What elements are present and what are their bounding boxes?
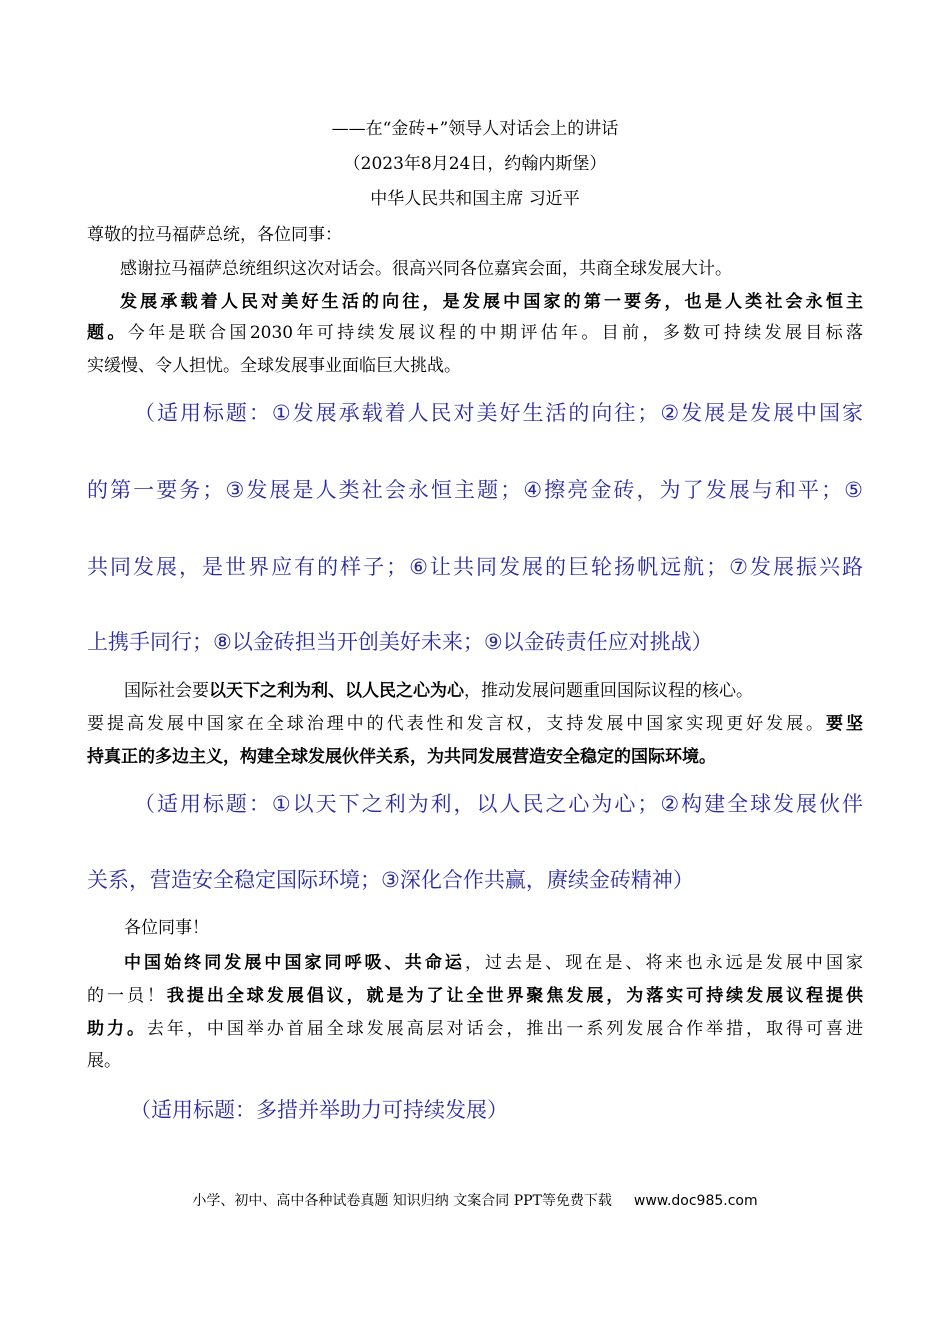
applicable-titles-3: （适用标题：多措并举助力可持续发展） (130, 1098, 508, 1122)
salutation: 尊敬的拉马福萨总统，各位同事： (87, 225, 342, 245)
paragraph-5-line-1 (124, 952, 863, 974)
paragraph-4: 各位同事！ (124, 918, 209, 938)
paragraph-2-line-2 (87, 322, 863, 344)
paragraph-5-bold-c: 助力。 (87, 1019, 147, 1039)
paragraph-3-bold-a: 以天下之利为利、以人民之心为心 (209, 681, 464, 701)
speech-subtitle: ——在“金砖+”领导人对话会上的讲话 (331, 119, 619, 139)
footer-text: 小学、初中、高中各种试卷真题 知识归纳 文案合同 PPT等免费下载 (192, 1193, 612, 1209)
applicable-titles-1-line-1: （适用标题：①发展承载着人民对美好生活的向往；②发展是发展中国家 (134, 401, 863, 425)
paragraph-3-bold-c: 持真正的多边主义，构建全球发展伙伴关系，为共同发展营造安全稳定的国际环境。 (87, 747, 716, 767)
paragraph-5-line-4: 展。 (87, 1051, 121, 1071)
applicable-titles-2-line-2: 关系，营造安全稳定国际环境；③深化合作共赢，赓续金砖精神） (87, 868, 694, 892)
paragraph-3-line-3 (87, 746, 863, 768)
paragraph-3-text-a: 国际社会要 (124, 681, 209, 701)
paragraph-3-bold-b: 要坚 (826, 714, 864, 734)
paragraph-5-bold-b: 我提出全球发展倡议，就是为了让全世界聚焦发展，为落实可持续发展议程提供 (166, 986, 864, 1006)
paragraph-1: 感谢拉马福萨总统组织这次对话会。很高兴同各位嘉宾会面，共商全球发展大计。 (120, 259, 732, 279)
paragraph-2-bold: 发展承载着人民对美好生活的向往，是发展中国家的第一要务，也是人类社会永恒主 (120, 292, 863, 312)
speaker-line: 中华人民共和国主席 习近平 (370, 189, 580, 209)
paragraph-2-line-3: 实缓慢、令人担忧。全球发展事业面临巨大挑战。 (87, 356, 461, 376)
paragraph-3-line-1 (124, 680, 863, 702)
speech-date: （2023年8月24日，约翰内斯堡） (343, 154, 607, 174)
paragraph-3-line-2 (87, 713, 863, 735)
footer-url[interactable]: www.doc985.com (633, 1193, 758, 1209)
applicable-titles-2-line-1: （适用标题：①以天下之利为利，以人民之心为心；②构建全球发展伙伴 (134, 792, 863, 816)
paragraph-3-text-b: ，推动发展问题重回国际议程的核心。 (464, 681, 753, 701)
applicable-titles-1-line-2: 的第一要务；③发展是人类社会永恒主题；④擦亮金砖，为了发展与和平；⑤ (87, 478, 863, 502)
applicable-titles-1-line-4: 上携手同行；⑧以金砖担当开创美好未来；⑨以金砖责任应对挑战） (87, 630, 713, 654)
paragraph-5-text-a: ，过去是、现在是、将来也永远是发展中国家 (464, 953, 864, 973)
paragraph-2-line-1 (120, 291, 863, 313)
applicable-titles-1-line-3: 共同发展，是世界应有的样子；⑥让共同发展的巨轮扬帆远航；⑦发展振兴路 (87, 555, 863, 579)
paragraph-5-bold-a: 中国始终同发展中国家同呼吸、共命运 (124, 953, 465, 973)
page-footer (0, 1192, 950, 1210)
paragraph-5-text-c: 去年，中国举办首届全球发展高层对话会，推出一系列发展合作举措，取得可喜进 (146, 1019, 863, 1039)
paragraph-5-line-2 (87, 985, 863, 1007)
paragraph-2-bold-end: 题。 (87, 323, 128, 343)
paragraph-2-text: 今年是联合国2030年可持续发展议程的中期评估年。目前，多数可持续发展目标落 (127, 323, 864, 343)
paragraph-5-text-b: 的一员！ (87, 986, 167, 1006)
paragraph-5-line-3 (87, 1018, 863, 1040)
paragraph-3-text-c: 要提高发展中国家在全球治理中的代表性和发言权，支持发展中国家实现更好发展。 (87, 714, 827, 734)
